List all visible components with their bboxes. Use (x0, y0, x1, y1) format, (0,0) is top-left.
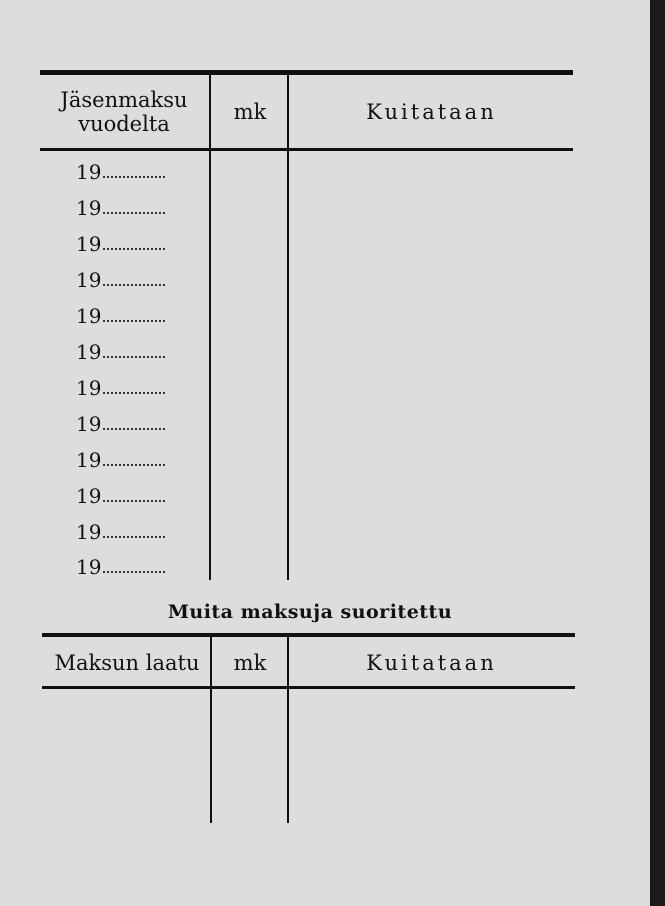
year-prefix: 19 (76, 232, 102, 256)
header-amount-label: mk (233, 100, 267, 124)
table1-top-rule (40, 70, 573, 75)
year-prefix: 19 (76, 268, 102, 292)
table2-header-rule (42, 686, 575, 689)
scan-dark-edge (650, 0, 665, 906)
year-row[interactable] (76, 160, 165, 190)
year-row[interactable] (76, 484, 165, 514)
fill-in-dots (103, 319, 165, 322)
year-row[interactable] (76, 412, 165, 442)
year-row[interactable] (76, 304, 165, 334)
header-amount2: mk (233, 651, 267, 675)
year-prefix: 19 (76, 160, 102, 184)
year-row[interactable] (76, 340, 165, 370)
year-row[interactable] (76, 376, 165, 406)
fill-in-dots (103, 355, 165, 358)
table1-divider-1 (209, 75, 211, 580)
year-prefix: 19 (76, 448, 102, 472)
year-row[interactable] (76, 196, 165, 226)
table2-divider-2 (287, 637, 289, 823)
fill-in-dots (103, 211, 165, 214)
fill-in-dots (103, 535, 165, 538)
header-payment-type: Maksun laatu (54, 651, 200, 675)
year-prefix: 19 (76, 520, 102, 544)
table2-top-rule (42, 633, 575, 637)
table1-header-rule (40, 148, 573, 151)
header-receipt2: Kuitataan (366, 651, 497, 675)
year-row[interactable] (76, 268, 165, 298)
year-prefix: 19 (76, 412, 102, 436)
fill-in-dots (103, 427, 165, 430)
fill-in-dots (103, 247, 165, 250)
fill-in-dots (103, 570, 165, 573)
fill-in-dots (103, 463, 165, 466)
table1-divider-2 (287, 75, 289, 580)
year-row[interactable] (76, 520, 165, 550)
other-payments-title: Muita maksuja suoritettu (167, 601, 453, 623)
header-year-label (44, 88, 204, 136)
year-prefix: 19 (76, 304, 102, 328)
header-year-line1: Jäsenmaksu (60, 88, 188, 112)
year-row[interactable] (76, 232, 165, 262)
year-row[interactable] (76, 555, 165, 585)
year-row[interactable] (76, 448, 165, 478)
fill-in-dots (103, 283, 165, 286)
header-year-line2: vuodelta (78, 112, 170, 136)
fill-in-dots (103, 175, 165, 178)
table2-divider-1 (210, 637, 212, 823)
year-prefix: 19 (76, 484, 102, 508)
year-prefix: 19 (76, 340, 102, 364)
fill-in-dots (103, 391, 165, 394)
year-prefix: 19 (76, 376, 102, 400)
fill-in-dots (103, 499, 165, 502)
header-receipt-label: Kuitataan (366, 100, 497, 124)
year-prefix: 19 (76, 555, 102, 579)
year-prefix: 19 (76, 196, 102, 220)
